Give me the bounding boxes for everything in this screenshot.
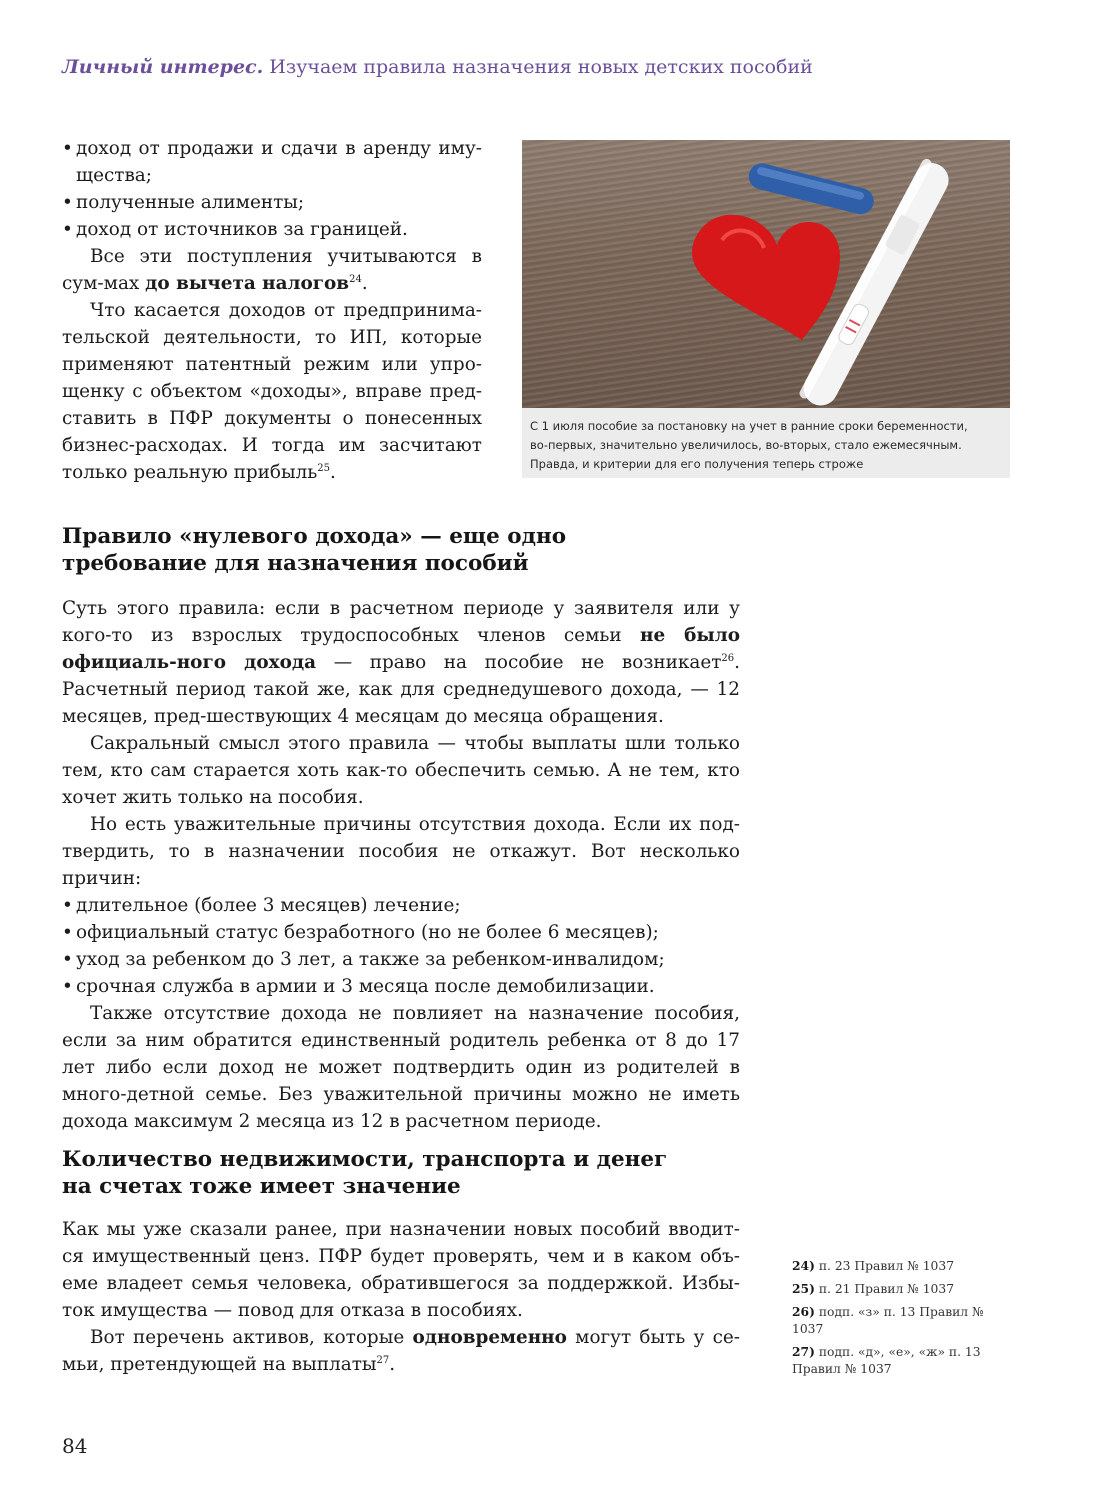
running-header bbox=[62, 56, 1062, 78]
list-item: • полученные алименты; bbox=[62, 189, 482, 216]
header-title: Изучаем правила назначения новых детских пособий bbox=[269, 56, 813, 78]
footnote: 27) подп. «д», «е», «ж» п. 13 Правил № 1037 bbox=[792, 1344, 981, 1376]
header-section: Личный интерес. bbox=[62, 56, 264, 78]
list-item: • длительное (более 3 месяцев) лечение; bbox=[62, 892, 740, 919]
section-zero-income-body bbox=[62, 595, 740, 1135]
section-heading-zero-income: Правило «нулевого дохода» — еще одно требование для назначения пособий bbox=[62, 524, 567, 576]
paragraph: Все эти поступления учитываются в сум-мах до вычета налогов$^{24}$. bbox=[62, 246, 482, 294]
paragraph: Но есть уважительные причины отсутствия дохода. Если их под-твердить, то в назначении пособия не откажут. Вот несколько причин: bbox=[62, 814, 740, 889]
income-list bbox=[62, 135, 482, 243]
paragraph: Сакральный смысл этого правила — чтобы выплаты шли только тем, кто сам старается хоть как-то обеспечить семью. А не тем, кто хочет жить только на пособия. bbox=[62, 733, 740, 808]
footnote: 24) п. 23 Правил № 1037 bbox=[792, 1258, 955, 1273]
section-property-body bbox=[62, 1216, 740, 1378]
valid-reasons-list bbox=[62, 892, 740, 1000]
paragraph: Как мы уже сказали ранее, при назначении новых пособий вводит-ся имущественный ценз. ПФР будет проверять, чем и в каком объ-еме владеет семья человека, обратившегося за поддержкой. Избы-ток имущества — повод для отказа в пособиях. bbox=[62, 1219, 740, 1321]
list-item: • срочная служба в армии и 3 месяца после демобилизации. bbox=[62, 973, 740, 1000]
footnotes bbox=[792, 1257, 992, 1383]
list-item: • доход от источников за границей. bbox=[62, 216, 482, 243]
paragraph: Суть этого правила: если в расчетном периоде у заявителя или у кого-то из взрослых трудоспособных членов семьи не было официаль-ного дохода — право на пособие не возникает$^{26}$. Расчетный период такой же, как для среднедушевого дохода, — 12 месяцев, пред-шествующих 4 месяцам до месяца обращения. bbox=[62, 598, 740, 727]
footnote: 26) подп. «з» п. 13 Правил № 1037 bbox=[792, 1304, 984, 1336]
footnote: 25) п. 21 Правил № 1037 bbox=[792, 1281, 955, 1296]
pregnancy-test-heart-photo bbox=[522, 140, 1010, 408]
left-column-text bbox=[62, 135, 482, 486]
photo-caption: С 1 июля пособие за постановку на учет в ранние сроки беременности, во-первых, значительно увеличилось, во-вторых, стало ежемесячным. Правда, и критерии для его получения теперь строже bbox=[522, 408, 1010, 478]
list-item: • доход от продажи и сдачи в аренду иму-щества; bbox=[62, 135, 482, 189]
paragraph: Что касается доходов от предпринима-тельской деятельности, то ИП, которые применяют патентный режим или упро-щенку с объектом «доходы», вправе пред-ставить в ПФР документы о понесенных бизнес-расходах. И тогда им засчитают только реальную прибыль$^{25}$. bbox=[62, 300, 482, 483]
paragraph: Также отсутствие дохода не повлияет на назначение пособия, если за ним обратится единственный родитель ребенка от 8 до 17 лет либо если доход не может подтвердить один из родителей в много-детной семье. Без уважительной причины можно не иметь дохода максимум 2 месяца из 12 в расчетном периоде. bbox=[62, 1003, 740, 1132]
list-item: • официальный статус безработного (но не более 6 месяцев); bbox=[62, 919, 740, 946]
paragraph: Вот перечень активов, которые одновременно могут быть у се-мьи, претендующей на выплаты$^{27}$. bbox=[62, 1327, 740, 1375]
list-item: • уход за ребенком до 3 лет, а также за ребенком-инвалидом; bbox=[62, 946, 740, 973]
section-heading-property: Количество недвижимости, транспорта и денег на счетах тоже имеет значение bbox=[62, 1147, 668, 1199]
page-number: 84 bbox=[62, 1434, 88, 1458]
